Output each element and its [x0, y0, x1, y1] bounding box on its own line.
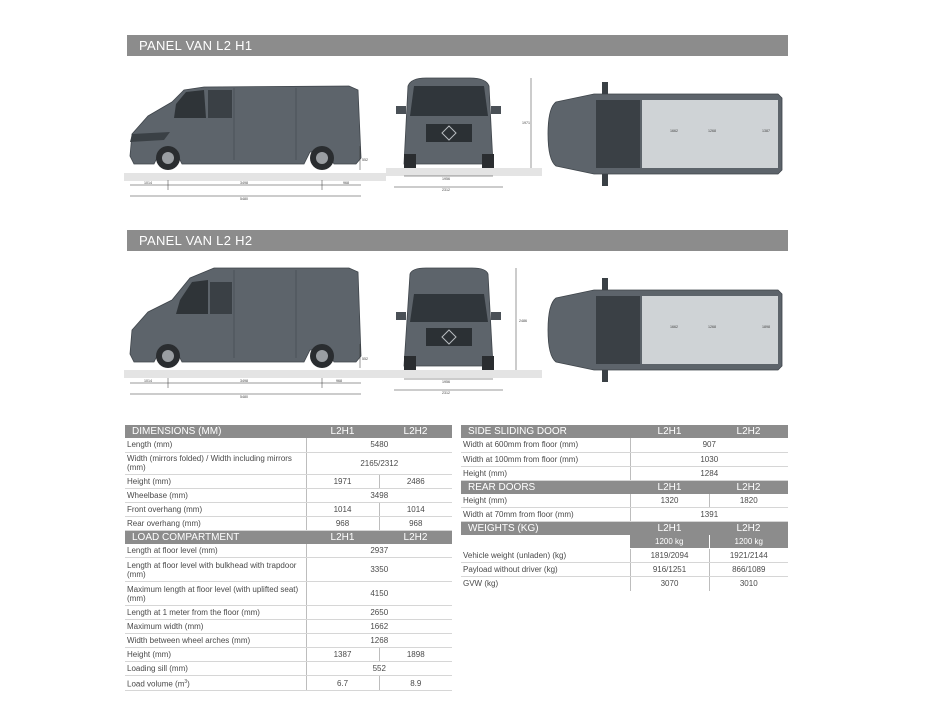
dim-length: 5480 [240, 395, 248, 399]
row-label: Height (mm) [461, 494, 630, 508]
table-row [461, 563, 788, 577]
dim-width-mirrors: 2312 [442, 391, 450, 395]
row-label: Width at 100mm from floor (mm) [461, 452, 630, 466]
table-subheader [461, 535, 788, 549]
table-row [125, 502, 452, 516]
col-l2h2: L2H2 [709, 522, 788, 536]
dimensions-title: DIMENSIONS (MM) [125, 425, 306, 438]
row-label: Payload without driver (kg) [461, 563, 630, 577]
row-label: Vehicle weight (unladen) (kg) [461, 549, 630, 563]
table-row [125, 452, 452, 474]
table-row [461, 577, 788, 591]
row-label: Height (mm) [125, 474, 306, 488]
table-row [461, 438, 788, 452]
dim-length: 5480 [240, 197, 248, 201]
load-title: LOAD COMPARTMENT [125, 530, 306, 544]
rear-doors-title: REAR DOORS [461, 480, 630, 494]
dim-front-overhang: 1014 [144, 181, 152, 185]
table-row [125, 676, 452, 691]
table-row [125, 582, 452, 606]
dim-width: 1956 [442, 380, 450, 384]
table-header [461, 480, 788, 494]
col-l2h1: L2H1 [306, 425, 379, 438]
row-value: 907 [630, 438, 788, 452]
dim-wheelbase: 3498 [240, 181, 248, 185]
section-title-l2h2: PANEL VAN L2 H2 [127, 230, 788, 251]
row-value: 552 [306, 662, 452, 676]
row-label: Height (mm) [461, 466, 630, 480]
payload-variant-l2h1: 1200 kg [630, 535, 709, 549]
dimensions-load-table [125, 425, 452, 691]
row-value-l2h2: 866/1089 [709, 563, 788, 577]
col-l2h1: L2H1 [630, 522, 709, 536]
row-value-l2h1: 916/1251 [630, 563, 709, 577]
row-label: Rear overhang (mm) [125, 516, 306, 530]
dim-height: 1971 [522, 121, 530, 125]
row-value-l2h2: 1921/2144 [709, 549, 788, 563]
side-door-title: SIDE SLIDING DOOR [461, 425, 630, 438]
table-row [125, 662, 452, 676]
row-value: 2937 [306, 544, 452, 558]
row-label: Front overhang (mm) [125, 502, 306, 516]
doors-weights-table [461, 425, 788, 591]
row-value-l2h1: 968 [306, 516, 379, 530]
dim-ground-clearance: 552 [362, 158, 368, 162]
dim-top-a: 1662 [670, 129, 678, 133]
table-header [461, 425, 788, 438]
table-row [461, 549, 788, 563]
dim-ground-clearance: 552 [362, 357, 368, 361]
side-view-l2h1 [124, 72, 386, 202]
row-value: 1268 [306, 634, 452, 648]
row-label: Length at 1 meter from the floor (mm) [125, 606, 306, 620]
row-value-l2h1: 1014 [306, 502, 379, 516]
top-view-l2h1 [542, 80, 786, 190]
table-header [125, 530, 452, 544]
dim-top-c: 1898 [762, 325, 770, 329]
row-label: Maximum length at floor level (with uplifted seat) (mm) [125, 582, 306, 606]
row-value-l2h2: 1014 [379, 502, 452, 516]
dim-top-c: 1387 [762, 129, 770, 133]
section-title-l2h1: PANEL VAN L2 H1 [127, 35, 788, 56]
front-view-l2h1 [386, 72, 542, 196]
table-row [125, 488, 452, 502]
row-value: 2165/2312 [306, 452, 452, 474]
weights-title: WEIGHTS (KG) [461, 522, 630, 536]
table-header [461, 522, 788, 536]
row-value-l2h2: 2486 [379, 474, 452, 488]
table-row [125, 606, 452, 620]
table-row [125, 544, 452, 558]
row-label: Height (mm) [125, 648, 306, 662]
col-l2h1: L2H1 [630, 480, 709, 494]
table-row [125, 620, 452, 634]
col-l2h1: L2H1 [306, 530, 379, 544]
table-row [461, 452, 788, 466]
row-value-l2h1: 1320 [630, 494, 709, 508]
row-value: 1391 [630, 508, 788, 522]
payload-variant-l2h2: 1200 kg [709, 535, 788, 549]
row-value: 1284 [630, 466, 788, 480]
row-label: Width between wheel arches (mm) [125, 634, 306, 648]
row-label: Length at floor level with bulkhead with trapdoor (mm) [125, 558, 306, 582]
row-label: Maximum width (mm) [125, 620, 306, 634]
row-label: Width at 600mm from floor (mm) [461, 438, 630, 452]
table-header [125, 425, 452, 438]
row-value-l2h1: 1819/2094 [630, 549, 709, 563]
dim-wheelbase: 3498 [240, 379, 248, 383]
row-value: 2650 [306, 606, 452, 620]
row-value-l2h2: 1820 [709, 494, 788, 508]
row-value-l2h2: 1898 [379, 648, 452, 662]
dim-front-overhang: 1014 [144, 379, 152, 383]
front-view-l2h2 [386, 266, 542, 400]
dim-rear-overhang: 968 [343, 181, 349, 185]
row-value: 3350 [306, 558, 452, 582]
col-l2h2: L2H2 [709, 480, 788, 494]
col-l2h2: L2H2 [709, 425, 788, 438]
row-value-l2h1: 3070 [630, 577, 709, 591]
row-label: Length (mm) [125, 438, 306, 452]
row-value: 1662 [306, 620, 452, 634]
top-view-l2h2 [542, 276, 786, 386]
col-l2h1: L2H1 [630, 425, 709, 438]
dim-width-mirrors: 2312 [442, 188, 450, 192]
col-l2h2: L2H2 [379, 425, 452, 438]
row-label: Length at floor level (mm) [125, 544, 306, 558]
table-row [125, 516, 452, 530]
dim-top-b: 1268 [708, 325, 716, 329]
row-value: 4150 [306, 582, 452, 606]
dim-top-b: 1268 [708, 129, 716, 133]
table-row [125, 634, 452, 648]
table-row [125, 558, 452, 582]
row-label: Loading sill (mm) [125, 662, 306, 676]
table-row [461, 466, 788, 480]
col-l2h2: L2H2 [379, 530, 452, 544]
row-value: 5480 [306, 438, 452, 452]
row-label: Width at 70mm from floor (mm) [461, 508, 630, 522]
table-row [125, 648, 452, 662]
side-view-l2h2 [124, 264, 386, 400]
table-row [125, 474, 452, 488]
table-row [125, 438, 452, 452]
dim-width: 1956 [442, 177, 450, 181]
table-row [461, 494, 788, 508]
row-label: Load volume $(m^3)$ [125, 676, 306, 691]
row-value-l2h1: 6.7 [306, 676, 379, 691]
table-row [461, 508, 788, 522]
row-value: 1030 [630, 452, 788, 466]
dim-height: 2486 [519, 319, 527, 323]
dim-top-a: 1662 [670, 325, 678, 329]
row-label: Wheelbase (mm) [125, 488, 306, 502]
row-value-l2h2: 3010 [709, 577, 788, 591]
dim-rear-overhang: 968 [336, 379, 342, 383]
row-value-l2h2: 8.9 [379, 676, 452, 691]
row-label: Width (mirrors folded) / Width including mirrors (mm) [125, 452, 306, 474]
row-value-l2h1: 1387 [306, 648, 379, 662]
row-label: GVW (kg) [463, 579, 499, 589]
row-value: 3498 [306, 488, 452, 502]
row-value-l2h1: 1971 [306, 474, 379, 488]
row-value-l2h2: 968 [379, 516, 452, 530]
